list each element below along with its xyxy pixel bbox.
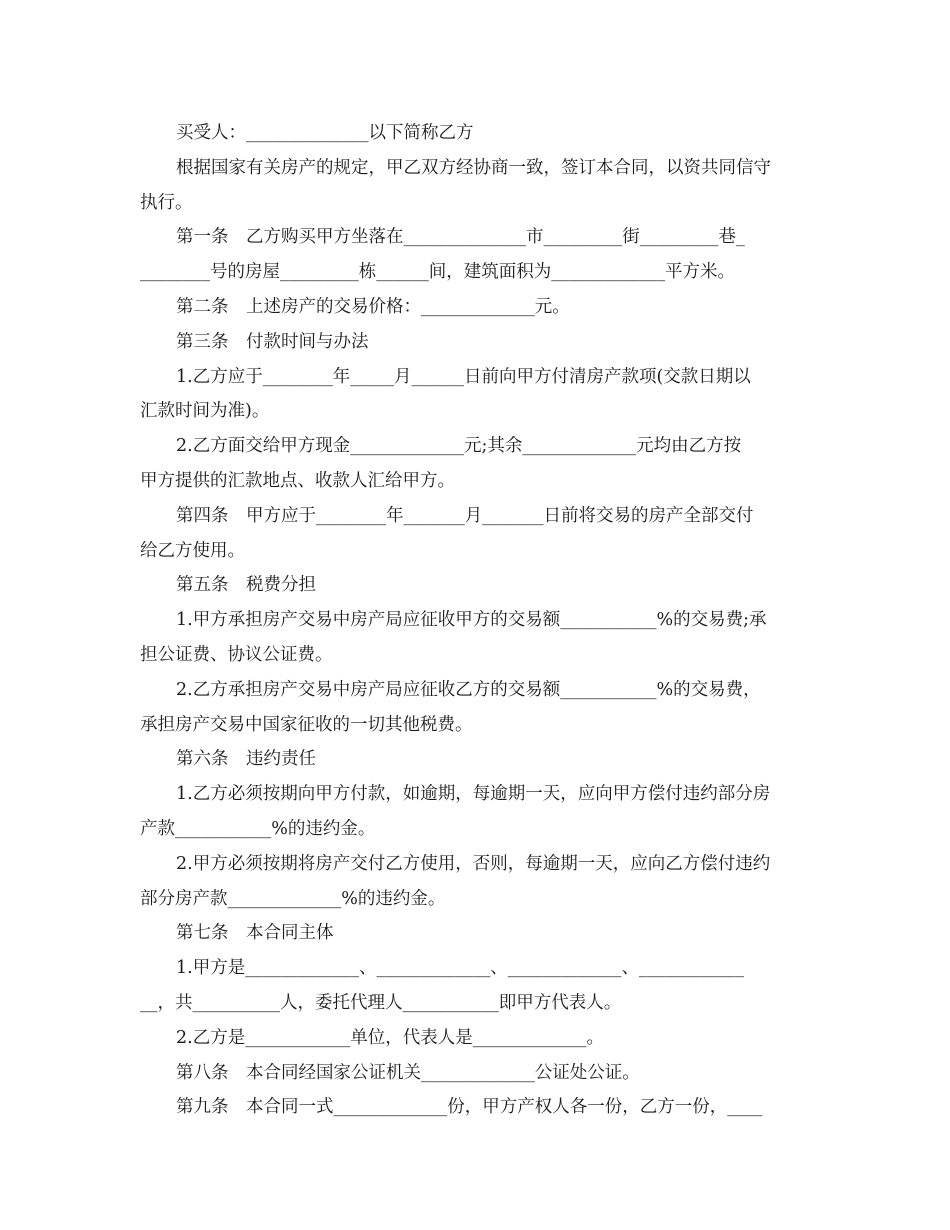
contract-line: 给乙方使用。 <box>140 540 245 561</box>
contract-line: 根据国家有关房产的规定，甲乙双方经协商一致，签订本合同，以资共同信守 <box>176 157 771 178</box>
contract-line: 第二条 上述房产的交易价格：_____________元。 <box>176 296 570 317</box>
contract-line: 第四条 甲方应于________年_______月_______日前将交易的房产全部交付 <box>176 505 754 526</box>
contract-line: 2.甲方必须按期将房产交付乙方使用，否则，每逾期一天，应向乙方偿付违约 <box>176 853 771 874</box>
contract-line: 1.乙方必须按期向甲方付款，如逾期，每逾期一天，应向甲方偿付违约部分房 <box>176 784 771 805</box>
contract-line: 执行。 <box>140 192 193 213</box>
contract-line: 第一条 乙方购买甲方坐落在______________市_________街_________巷_ <box>176 227 745 248</box>
contract-line: 承担房产交易中国家征收的一切其他税费。 <box>140 714 473 735</box>
contract-line: 第六条 违约责任 <box>176 749 316 770</box>
contract-line: 1.甲方是_____________、_____________、_____________、____________ <box>176 958 744 979</box>
contract-line: 第三条 付款时间与办法 <box>176 331 369 352</box>
contract-line: 1.乙方应于________年_____月______日前向甲方付清房产款项(交款日期以 <box>176 366 751 387</box>
contract-line: 部分房产款_____________%的违约金。 <box>140 888 446 909</box>
contract-line: ________号的房屋_________栋______间，建筑面积为_____________平方米。 <box>140 262 735 283</box>
contract-line: 第九条 本合同一式_____________份，甲方产权人各一份，乙方一份，____ <box>176 1097 763 1118</box>
contract-line: 买受人：______________以下简称乙方 <box>176 123 474 143</box>
contract-line: 1.甲方承担房产交易中房产局应征收甲方的交易额___________%的交易费;承 <box>176 610 767 631</box>
contract-line: 第八条 本合同经国家公证机关_____________公证处公证。 <box>176 1062 640 1083</box>
contract-line: 第五条 税费分担 <box>176 575 316 596</box>
contract-line: 产款___________%的违约金。 <box>140 818 376 839</box>
contract-line: 担公证费、协议公证费。 <box>140 644 333 665</box>
contract-line: 甲方提供的汇款地点、收款人汇给甲方。 <box>140 470 455 491</box>
contract-line: 汇款时间为准)。 <box>140 401 270 422</box>
contract-line: 第七条 本合同主体 <box>176 923 334 944</box>
contract-line: 2.乙方面交给甲方现金_____________元;其余_____________元均由乙方按 <box>176 436 742 457</box>
contract-body <box>140 116 812 1125</box>
contract-line: 2.乙方是____________单位，代表人是_____________。 <box>176 1027 604 1048</box>
contract-line: 2.乙方承担房产交易中房产局应征收乙方的交易额___________%的交易费， <box>176 679 761 700</box>
contract-line: __，共__________人，委托代理人___________即甲方代表人。 <box>140 992 622 1013</box>
